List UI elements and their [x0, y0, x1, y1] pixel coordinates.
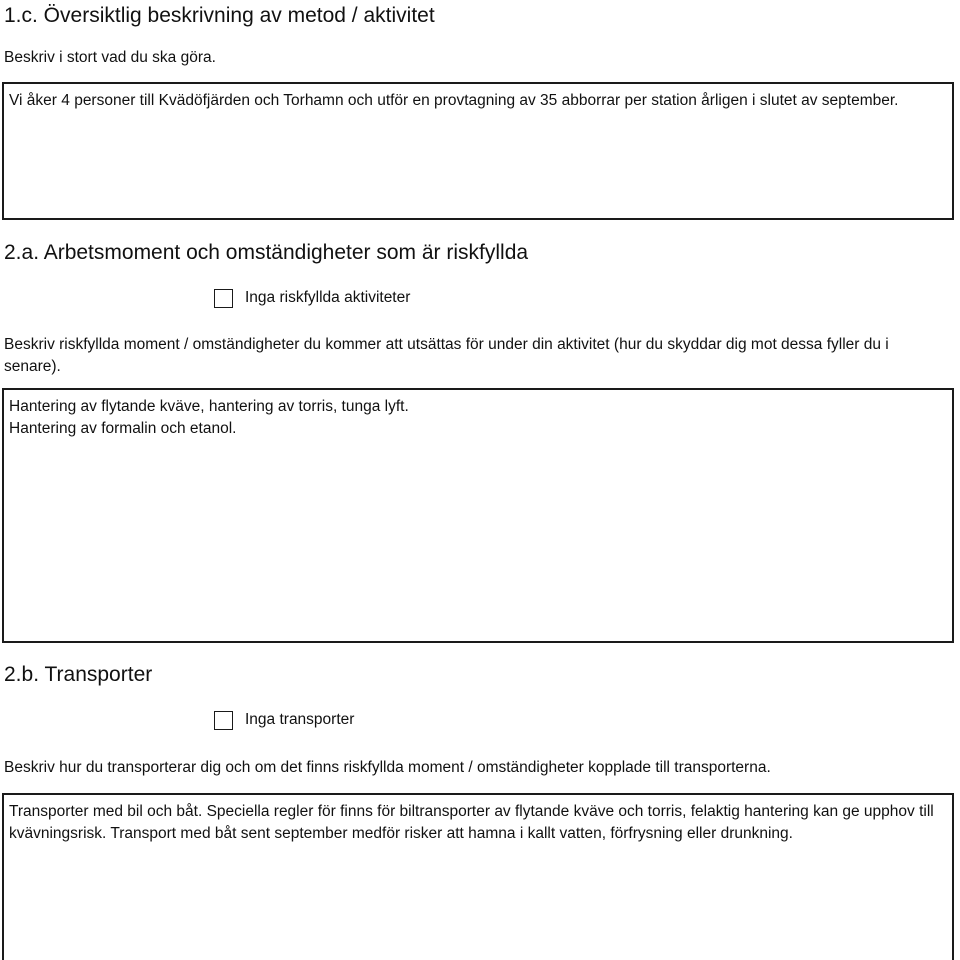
no-transports-checkbox[interactable]	[214, 711, 233, 730]
section-2b-answer-field[interactable]	[2, 793, 954, 960]
no-risk-activities-checkbox[interactable]	[214, 289, 233, 308]
section-2b-heading: 2.b. Transporter	[4, 663, 153, 686]
section-2b-answer-line: Transporter med bil och båt. Speciella regler för finns för biltransporter av flytande kväve och torris, felaktig hantering kan ge upphov till kvävningsrisk. Transport med båt sent september medför risker att hamna i kallt vatten, förfrysning eller drunkning.	[9, 803, 934, 842]
no-transports-option[interactable]	[214, 708, 354, 732]
section-1c-instruction: Beskriv i stort vad du ska göra.	[4, 49, 216, 66]
no-risk-activities-label: Inga riskfyllda aktiviteter	[245, 289, 411, 306]
no-transports-label: Inga transporter	[245, 711, 355, 728]
section-1c-answer-field[interactable]	[2, 82, 954, 220]
section-2a-instruction: Beskriv riskfyllda moment / omständigheter du kommer att utsättas för under din aktivitet (hur du skyddar dig mot dessa fyller du i senare).	[4, 336, 889, 375]
no-risk-activities-option[interactable]	[214, 286, 410, 310]
section-2a-answer-field[interactable]	[2, 388, 954, 643]
section-2a-heading: 2.a. Arbetsmoment och omständigheter som är riskfyllda	[4, 241, 529, 264]
section-2b-instruction: Beskriv hur du transporterar dig och om det finns riskfyllda moment / omständigheter kopplade till transporterna.	[4, 759, 771, 776]
section-1c-heading: 1.c. Översiktlig beskrivning av metod / aktivitet	[4, 4, 435, 27]
section-2a-answer-line: Hantering av flytande kväve, hantering av torris, tunga lyft.	[9, 398, 409, 415]
section-2a-answer-line: Hantering av formalin och etanol.	[9, 420, 237, 437]
section-1c-answer-line: Vi åker 4 personer till Kvädöfjärden och Torhamn och utför en provtagning av 35 abborrar per station årligen i slutet av september.	[9, 92, 899, 109]
